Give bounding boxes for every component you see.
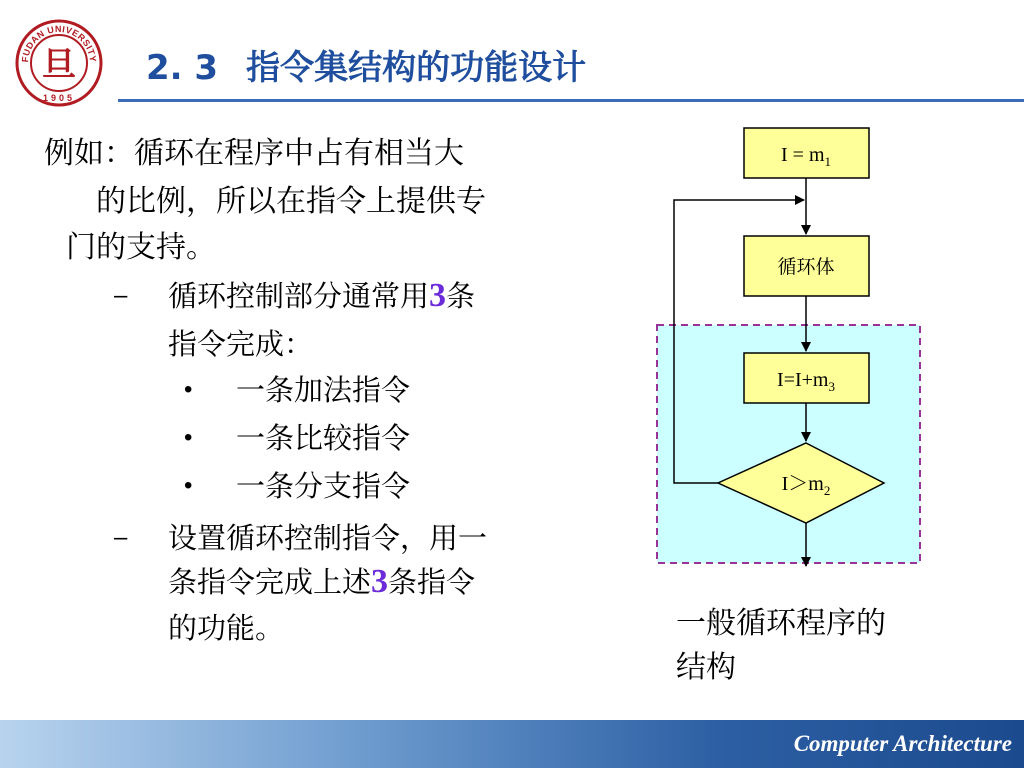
footer-bar [0, 720, 1024, 768]
dash-item-2-text-a: 条指令完成上述 [168, 565, 372, 599]
body-line-1: 例如：循环在程序中占有相当大 [44, 136, 464, 171]
dash-item-1-text-b: 条 [446, 279, 476, 313]
fudan-university-logo [14, 18, 104, 108]
bullet-marker-1: • [184, 376, 193, 403]
dash-item-1-text-a: 循环控制部分通常用 [168, 279, 430, 313]
caption-line-1: 一般循环程序的 [676, 606, 886, 641]
section-number: 2. 3 [146, 48, 219, 88]
bullet-item-2: 一条比较指令 [236, 421, 411, 455]
dash-marker-2: – [114, 524, 128, 551]
caption-line-2: 结构 [676, 650, 736, 685]
title-text: 指令集结构的功能设计 [246, 48, 587, 88]
svg-text:FUDAN UNIVERSITY: FUDAN UNIVERSITY [19, 23, 99, 63]
increment-box-label: $I=I+m_3$ [777, 369, 835, 394]
dash-item-2-line-2 [168, 562, 475, 602]
dash-item-2-line-1: 设置循环控制指令，用一 [168, 521, 488, 555]
loop-flowchart [640, 118, 940, 578]
bullet-item-3: 一条分支指令 [236, 469, 411, 503]
dash-item-1-line-2: 指令完成： [168, 327, 314, 361]
highlight-number-3: 3 [429, 277, 447, 314]
footer-text: Computer Architecture [793, 731, 1012, 756]
dash-item-1-line-1 [168, 276, 475, 316]
bullet-item-1: 一条加法指令 [236, 373, 411, 407]
bullet-marker-3: • [184, 472, 193, 499]
condition-label: $I>m_2$ [781, 473, 831, 498]
dash-item-2-line-3: 的功能。 [168, 611, 285, 645]
svg-text:旦: 旦 [42, 45, 76, 85]
bullet-marker-2: • [184, 424, 193, 451]
body-line-3: 门的支持。 [66, 230, 216, 265]
title-underline [118, 99, 1024, 102]
slide-title [146, 44, 586, 92]
loop-body-label: 循环体 [777, 256, 835, 278]
dash-item-2-text-b: 条指令 [388, 565, 476, 599]
init-box-label: $I = m_1$ [781, 144, 831, 169]
dash-marker-1: – [114, 282, 128, 309]
highlight-number-3b: 3 [371, 563, 389, 600]
body-line-2: 的比例，所以在指令上提供专 [96, 184, 486, 219]
flowchart-caption [676, 602, 976, 690]
svg-text:1905: 1905 [42, 93, 76, 103]
